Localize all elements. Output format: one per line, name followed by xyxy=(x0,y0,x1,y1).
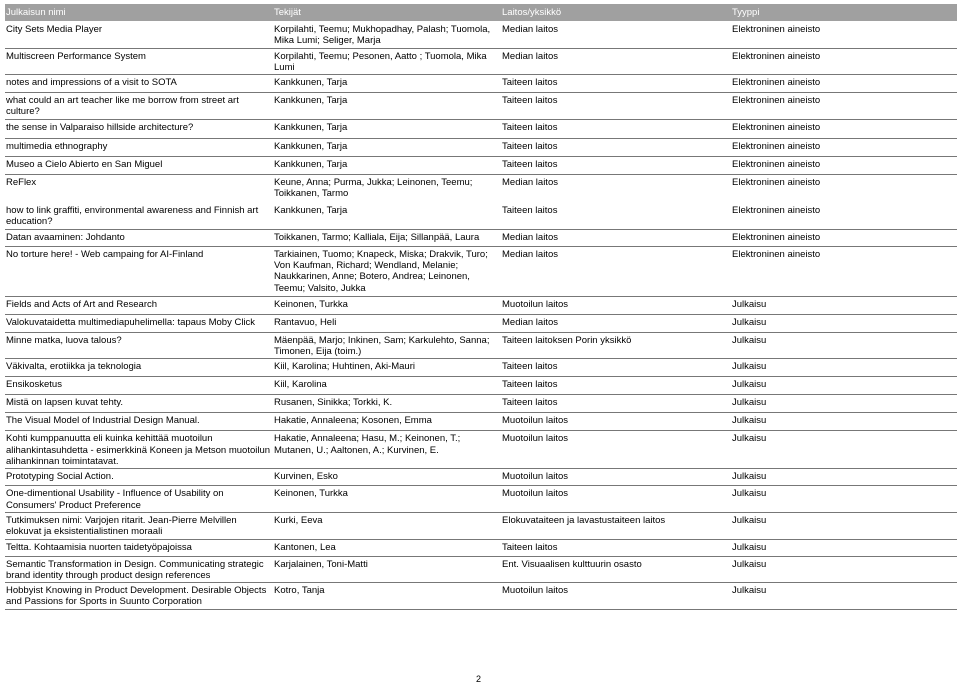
cell-title: the sense in Valparaiso hillside architecture? xyxy=(5,119,273,138)
cell-title: what could an art teacher like me borrow from street art culture? xyxy=(5,93,273,120)
cell-unit: Muotoilun laitos xyxy=(501,583,731,610)
cell-type: Julkaisu xyxy=(731,332,957,359)
cell-authors: Keune, Anna; Purma, Jukka; Leinonen, Teemu; Toikkanen, Tarmo xyxy=(274,176,473,200)
cell-unit: Taiteen laitos xyxy=(501,395,731,413)
table-row xyxy=(5,22,957,49)
cell-type: Julkaisu xyxy=(731,486,957,513)
cell-type: Elektroninen aineisto xyxy=(731,138,957,156)
cell-unit: Taiteen laitos xyxy=(501,93,731,120)
cell-unit: Taiteen laitos xyxy=(501,359,731,377)
cell-authors: Kurvinen, Esko xyxy=(273,469,501,486)
cell-unit: Median laitos xyxy=(501,22,731,49)
table-row xyxy=(5,296,957,314)
cell-type: Julkaisu xyxy=(731,296,957,314)
table-row xyxy=(5,377,957,395)
table-row xyxy=(5,583,957,610)
cell-unit: Ent. Visuaalisen kulttuurin osasto xyxy=(501,556,731,583)
cell-title: multimedia ethnography xyxy=(5,138,273,156)
cell-title: Valokuvataidetta multimediapuhelimella: tapaus Moby Click xyxy=(5,314,273,332)
publications-table xyxy=(5,4,957,610)
table-row xyxy=(5,119,957,138)
header-authors: Tekijät xyxy=(273,4,501,22)
cell-unit: Median laitos xyxy=(502,176,558,188)
table-row xyxy=(5,539,957,556)
table-row xyxy=(5,431,957,469)
cell-title: The Visual Model of Industrial Design Manual. xyxy=(5,413,273,431)
table-row xyxy=(5,359,957,377)
cell-authors: Kankkunen, Tarja xyxy=(273,138,501,156)
cell-type: Julkaisu xyxy=(731,431,957,469)
cell-type: Elektroninen aineisto xyxy=(731,22,957,49)
cell-authors: Karjalainen, Toni-Matti xyxy=(273,556,501,583)
cell-unit: Muotoilun laitos xyxy=(501,296,731,314)
cell-authors: Tarkiainen, Tuomo; Knapeck, Miska; Drakvik, Turo; Von Kaufman, Richard; Wendland, Melanie; Naukkarinen, Anne; Botero, Andrea; Leinonen, Teemu; Valsito, Jukka xyxy=(273,246,501,296)
cell-title: Kohti kumppanuutta eli kuinka kehittää muotoilun alihankintasuhdetta - esimerkkinä Koneen ja Metson muotoilun alihankinnan toimintatavat. xyxy=(5,431,273,469)
cell-unit: Muotoilun laitos xyxy=(501,431,731,469)
cell-unit: Taiteen laitos xyxy=(501,119,731,138)
cell-authors: Kurki, Eeva xyxy=(273,512,501,539)
table-row xyxy=(5,556,957,583)
cell-unit: Median laitos xyxy=(501,314,731,332)
cell-type: Julkaisu xyxy=(731,377,957,395)
table-row xyxy=(5,48,957,75)
table-row xyxy=(5,138,957,156)
cell-unit: Taiteen laitos xyxy=(501,156,731,174)
cell-title: ReFlex xyxy=(6,176,37,188)
cell-type: Julkaisu xyxy=(731,314,957,332)
cell-unit: Median laitos xyxy=(501,246,731,296)
cell-title: No torture here! - Web campaing for AI-Finland xyxy=(5,246,273,296)
table-row xyxy=(5,469,957,486)
cell-title: Minne matka, luova talous? xyxy=(5,332,273,359)
cell-type: Julkaisu xyxy=(731,395,957,413)
cell-type: Elektroninen aineisto xyxy=(731,93,957,120)
cell-title: Väkivalta, erotiikka ja teknologia xyxy=(5,359,273,377)
cell-unit: Muotoilun laitos xyxy=(501,486,731,513)
cell-type: Julkaisu xyxy=(731,583,957,610)
cell-type: Elektroninen aineisto xyxy=(731,119,957,138)
cell-type: Julkaisu xyxy=(731,556,957,583)
cell-authors: Korpilahti, Teemu; Mukhopadhay, Palash; Tuomola, Mika Lumi; Seliger, Marja xyxy=(273,22,501,49)
cell-authors: Kantonen, Lea xyxy=(273,539,501,556)
cell-type: Julkaisu xyxy=(731,469,957,486)
cell-unit: Taiteen laitos xyxy=(501,203,731,230)
table-row xyxy=(5,486,957,513)
cell-title: how to link graffiti, environmental awareness and Finnish art education? xyxy=(5,203,273,230)
table-row xyxy=(5,395,957,413)
cell-authors: Kankkunen, Tarja xyxy=(273,156,501,174)
cell-unit: Median laitos xyxy=(501,229,731,246)
table-row xyxy=(5,229,957,246)
cell-authors: Rantavuo, Heli xyxy=(273,314,501,332)
cell-unit: Muotoilun laitos xyxy=(501,469,731,486)
header-unit: Laitos/yksikkö xyxy=(501,4,731,22)
cell-authors: Kankkunen, Tarja xyxy=(273,203,501,230)
cell-type: Elektroninen aineisto xyxy=(731,75,957,93)
cell-type: Elektroninen aineisto xyxy=(731,203,957,230)
cell-authors: Hakatie, Annaleena; Hasu, M.; Keinonen, T.; Mutanen, U.; Aaltonen, A.; Kurvinen, E. xyxy=(273,431,501,469)
header-type: Tyyppi xyxy=(731,4,957,22)
cell-unit: Taiteen laitoksen Porin yksikkö xyxy=(501,332,731,359)
cell-authors: Kankkunen, Tarja xyxy=(273,75,501,93)
cell-title: City Sets Media Player xyxy=(5,22,273,49)
cell-authors: Kiil, Karolina xyxy=(273,377,501,395)
table-header-row xyxy=(5,4,957,22)
cell-type: Elektroninen aineisto xyxy=(731,48,957,75)
cell-unit: Muotoilun laitos xyxy=(501,413,731,431)
cell-type: Julkaisu xyxy=(731,539,957,556)
table-row xyxy=(5,75,957,93)
cell-title: One-dimentional Usability - Influence of Usability on Consumers' Product Preference xyxy=(5,486,273,513)
cell-type: Elektroninen aineisto xyxy=(732,176,821,188)
cell-unit: Taiteen laitos xyxy=(501,75,731,93)
table-row xyxy=(5,93,957,120)
cell-type: Elektroninen aineisto xyxy=(731,229,957,246)
cell-authors: Kiil, Karolina; Huhtinen, Aki-Mauri xyxy=(273,359,501,377)
cell-type: Julkaisu xyxy=(731,413,957,431)
table-row xyxy=(5,512,957,539)
cell-unit: Elokuvataiteen ja lavastustaiteen laitos xyxy=(501,512,731,539)
cell-authors: Rusanen, Sinikka; Torkki, K. xyxy=(273,395,501,413)
cell-authors: Toikkanen, Tarmo; Kalliala, Eija; Sillanpää, Laura xyxy=(273,229,501,246)
cell-type: Elektroninen aineisto xyxy=(731,246,957,296)
cell-authors: Korpilahti, Teemu; Pesonen, Aatto ; Tuomola, Mika Lumi xyxy=(273,48,501,75)
cell-authors: Kotro, Tanja xyxy=(273,583,501,610)
table-row xyxy=(5,156,957,174)
cell-unit: Taiteen laitos xyxy=(501,377,731,395)
cell-authors: Kankkunen, Tarja xyxy=(273,119,501,138)
cell-title: Multiscreen Performance System xyxy=(5,48,273,75)
table-row xyxy=(5,314,957,332)
cell-unit: Median laitos xyxy=(501,48,731,75)
cell-title: Museo a Cielo Abierto en San Miguel xyxy=(5,156,273,174)
cell-title: Fields and Acts of Art and Research xyxy=(5,296,273,314)
table-row xyxy=(5,413,957,431)
cell-title: Tutkimuksen nimi: Varjojen ritarit. Jean-Pierre Melvillen elokuvat ja eksistentialistinen moraali xyxy=(5,512,273,539)
cell-title: Hobbyist Knowing in Product Development. Desirable Objects and Passions for Sports in Suunto Corporation xyxy=(5,583,273,610)
cell-title: notes and impressions of a visit to SOTA xyxy=(5,75,273,93)
cell-unit: Taiteen laitos xyxy=(501,138,731,156)
cell-title: Teltta. Kohtaamisia nuorten taidetyöpajoissa xyxy=(5,539,273,556)
header-title: Julkaisun nimi xyxy=(5,4,273,22)
table-row xyxy=(5,203,957,230)
cell-title: Datan avaaminen: Johdanto xyxy=(5,229,273,246)
cell-title: Prototyping Social Action. xyxy=(5,469,273,486)
cell-title: Mistä on lapsen kuvat tehty. xyxy=(5,395,273,413)
cell-authors: Keinonen, Turkka xyxy=(273,296,501,314)
cell-title: Semantic Transformation in Design. Communicating strategic brand identity through product design references xyxy=(5,556,273,583)
cell-type: Julkaisu xyxy=(731,359,957,377)
table-row xyxy=(5,332,957,359)
cell-authors: Hakatie, Annaleena; Kosonen, Emma xyxy=(273,413,501,431)
cell-authors: Kankkunen, Tarja xyxy=(273,93,501,120)
table-row xyxy=(5,246,957,296)
cell-unit: Taiteen laitos xyxy=(501,539,731,556)
cell-authors: Keinonen, Turkka xyxy=(273,486,501,513)
cell-type: Julkaisu xyxy=(731,512,957,539)
page-number: 2 xyxy=(476,674,482,684)
table-row xyxy=(5,174,957,203)
cell-title: Ensikosketus xyxy=(5,377,273,395)
cell-authors: Mäenpää, Marjo; Inkinen, Sam; Karkulehto, Sanna; Timonen, Eija (toim.) xyxy=(273,332,501,359)
cell-type: Elektroninen aineisto xyxy=(731,156,957,174)
